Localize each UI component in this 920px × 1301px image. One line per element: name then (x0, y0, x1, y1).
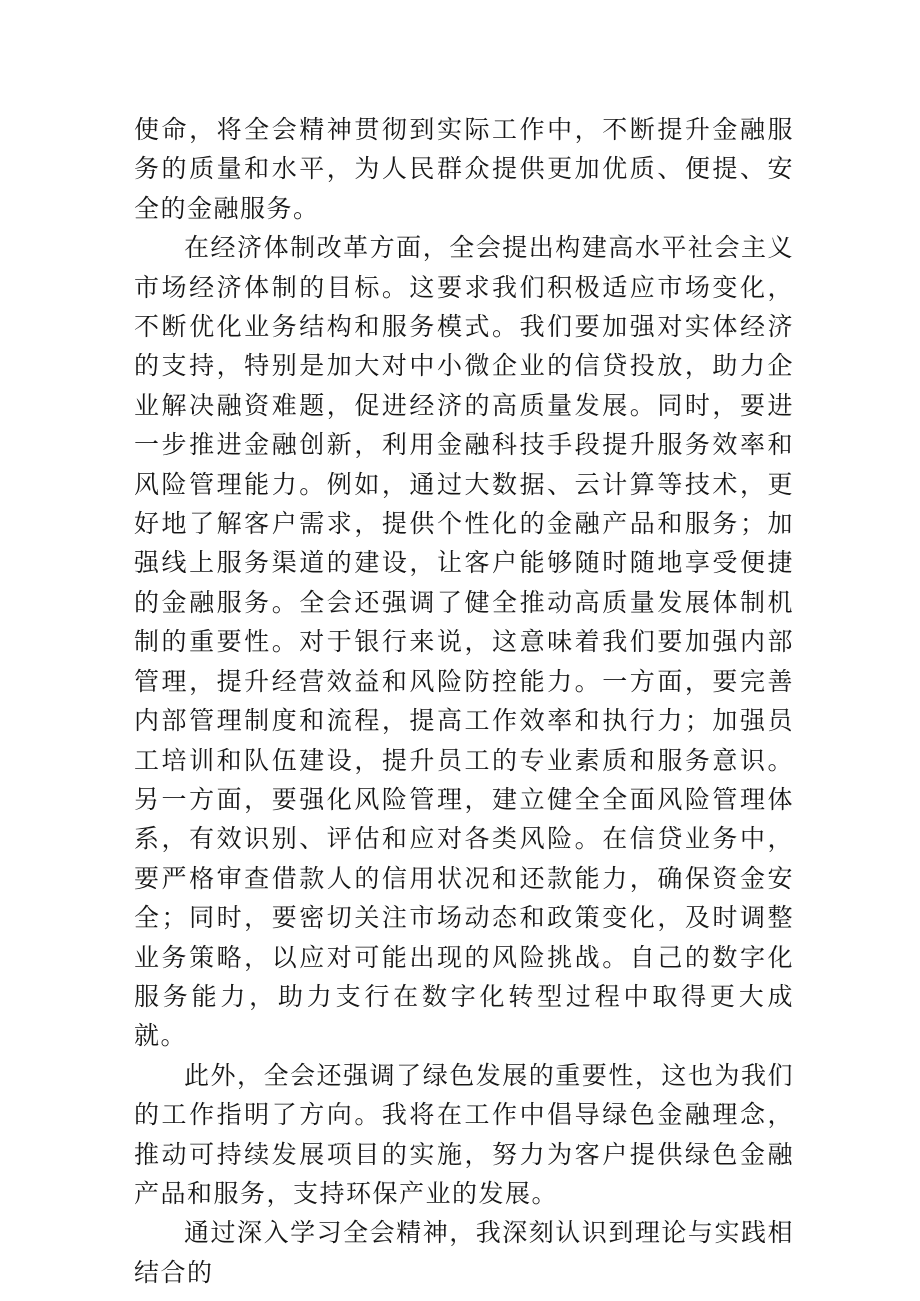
paragraph-green-development: 此外，全会还强调了绿色发展的重要性，这也为我们的工作指明了方向。我将在工作中倡导绿色金融理念，推动可持续发展项目的实施，努力为客户提供绿色金融产品和服务，支持环保产业的发展。 (134, 1060, 794, 1208)
document-body (134, 110, 794, 1292)
paragraph-economic-reform: 在经济体制改革方面，全会提出构建高水平社会主义市场经济体制的目标。这要求我们积极适应市场变化，不断优化业务结构和服务模式。我们要加强对实体经济的支持，特别是加大对中小微企业的信贷投放，助力企业解决融资难题，促进经济的高质量发展。同时，要进一步推进金融创新，利用金融科技手段提升服务效率和风险管理能力。例如，通过大数据、云计算等技术，更好地了解客户需求，提供个性化的金融产品和服务；加强线上服务渠道的建设，让客户能够随时随地享受便捷的金融服务。全会还强调了健全推动高质量发展体制机制的重要性。对于银行来说，这意味着我们要加强内部管理，提升经营效益和风险防控能力。一方面，要完善内部管理制度和流程，提高工作效率和执行力；加强员工培训和队伍建设，提升员工的专业素质和服务意识。另一方面，要强化风险管理，建立健全全面风险管理体系，有效识别、评估和应对各类风险。在信贷业务中，要严格审查借款人的信用状况和还款能力，确保资金安全；同时，要密切关注市场动态和政策变化，及时调整业务策略，以应对可能出现的风险挑战。自己的数字化服务能力，助力支行在数字化转型过程中取得更大成就。 (134, 233, 794, 1051)
paragraph-study-reflection: 通过深入学习全会精神，我深刻认识到理论与实践相结合的 (134, 1218, 794, 1287)
paragraph-continued: 使命，将全会精神贯彻到实际工作中，不断提升金融服务的质量和水平，为人民群众提供更加优质、便提、安全的金融服务。 (134, 115, 794, 223)
